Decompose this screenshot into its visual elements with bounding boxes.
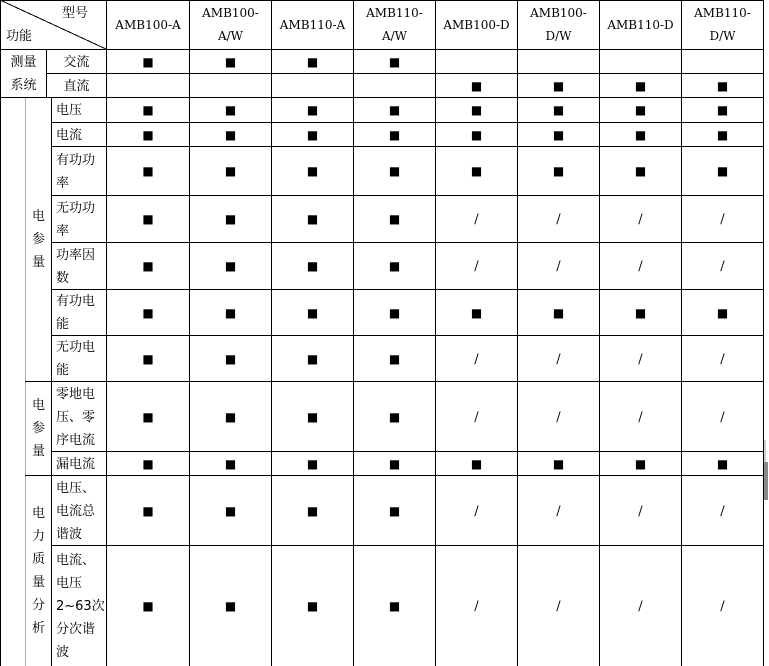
supported-mark: ■ (716, 456, 729, 471)
model-header: AMB110-A/W (366, 6, 423, 43)
not-supported-mark: / (720, 212, 725, 227)
supported-mark: ■ (470, 127, 483, 142)
supported-mark: ■ (224, 127, 237, 142)
not-supported-mark: / (638, 259, 643, 274)
supported-mark: ■ (470, 164, 483, 178)
row-label: 电压 (56, 103, 83, 118)
supported-mark: ■ (306, 259, 319, 273)
supported-mark: ■ (306, 54, 319, 69)
row-label: 无功功 率 (56, 200, 96, 239)
supported-mark: ■ (388, 351, 401, 366)
model-header: AMB100-D (443, 17, 510, 32)
supported-mark: ■ (142, 103, 154, 117)
supported-mark: ■ (634, 78, 647, 93)
supported-mark: ■ (142, 164, 154, 178)
supported-mark: ■ (634, 456, 647, 471)
row-label: 零地电 压、零 序电流 (56, 386, 96, 448)
empty-cell (518, 50, 599, 74)
supported-mark: ■ (224, 409, 237, 424)
not-supported-mark: / (638, 351, 643, 367)
supported-mark: ■ (142, 259, 154, 273)
supported-mark: ■ (388, 259, 401, 273)
group-elec-param-2: 电 参 量 (31, 398, 45, 459)
row-label: 无功电 能 (56, 340, 96, 378)
group-measure-system: 测量 系统 (10, 54, 37, 93)
supported-mark: ■ (388, 54, 401, 69)
supported-mark: ■ (634, 164, 647, 178)
supported-mark: ■ (716, 103, 729, 117)
not-supported-mark: / (474, 598, 479, 614)
empty-cell (600, 50, 681, 74)
not-supported-mark: / (474, 212, 479, 227)
model-header: AMB110-D/W (694, 6, 751, 43)
supported-mark: ■ (552, 164, 565, 178)
row-label: 电流 (56, 127, 83, 143)
not-supported-mark: / (638, 503, 643, 519)
row-label: 交流 (63, 54, 90, 70)
not-supported-mark: / (556, 598, 561, 614)
supported-mark: ■ (716, 164, 729, 178)
supported-mark: ■ (716, 78, 729, 93)
supported-mark: ■ (388, 456, 401, 471)
empty-cell (272, 74, 353, 98)
not-supported-mark: / (556, 212, 561, 227)
supported-mark: ■ (306, 212, 319, 226)
supported-mark: ■ (552, 127, 565, 142)
supported-mark: ■ (470, 305, 483, 320)
supported-mark: ■ (142, 503, 154, 518)
not-supported-mark: / (638, 409, 643, 425)
not-supported-mark: / (720, 409, 725, 425)
supported-mark: ■ (306, 456, 319, 471)
supported-mark: ■ (470, 78, 483, 93)
supported-mark: ■ (142, 456, 154, 471)
model-header: AMB110-D (607, 17, 674, 32)
not-supported-mark: / (556, 351, 561, 367)
model-corner-label: 型号 (62, 5, 89, 21)
supported-mark: ■ (634, 305, 647, 320)
supported-mark: ■ (716, 127, 729, 142)
row-label: 有功电 能 (56, 294, 96, 332)
supported-mark: ■ (470, 456, 483, 471)
not-supported-mark: / (474, 503, 479, 519)
function-corner-label: 功能 (6, 28, 33, 44)
not-supported-mark: / (474, 259, 479, 274)
supported-mark: ■ (552, 103, 565, 117)
supported-mark: ■ (306, 598, 319, 613)
supported-mark: ■ (224, 351, 237, 366)
not-supported-mark: / (556, 259, 561, 274)
supported-mark: ■ (224, 259, 237, 273)
supported-mark: ■ (388, 103, 401, 117)
supported-mark: ■ (224, 212, 237, 226)
supported-mark: ■ (224, 54, 237, 69)
supported-mark: ■ (224, 103, 237, 117)
supported-mark: ■ (552, 305, 565, 320)
supported-mark: ■ (142, 305, 154, 320)
supported-mark: ■ (388, 127, 401, 142)
model-header: AMB100-D/W (530, 6, 587, 43)
row-label: 功率因 数 (56, 247, 96, 286)
supported-mark: ■ (388, 164, 401, 178)
not-supported-mark: / (720, 259, 725, 274)
not-supported-mark: / (474, 409, 479, 425)
row-label: 有功功 率 (56, 152, 96, 191)
model-header: AMB100-A/W (202, 6, 259, 43)
not-supported-mark: / (556, 409, 561, 425)
supported-mark: ■ (306, 503, 319, 518)
supported-mark: ■ (552, 78, 565, 93)
supported-mark: ■ (224, 164, 237, 178)
supported-mark: ■ (142, 212, 154, 226)
supported-mark: ■ (716, 305, 729, 320)
supported-mark: ■ (634, 127, 647, 142)
supported-mark: ■ (142, 54, 154, 69)
supported-mark: ■ (142, 409, 154, 424)
group-elec-param-1: 电 参 量 (31, 209, 45, 270)
supported-mark: ■ (224, 503, 237, 518)
not-supported-mark: / (720, 351, 725, 367)
empty-cell (354, 74, 435, 98)
supported-mark: ■ (224, 456, 237, 471)
not-supported-mark: / (474, 351, 479, 367)
not-supported-mark: / (556, 503, 561, 519)
group-power-quality: 电 力 质 量 分 析 (31, 506, 45, 636)
supported-mark: ■ (388, 305, 401, 320)
supported-mark: ■ (142, 351, 154, 366)
scroll-edge-marker (764, 462, 768, 500)
empty-cell (107, 74, 189, 98)
empty-cell (436, 50, 517, 74)
supported-mark: ■ (224, 305, 237, 320)
row-label: 直流 (63, 78, 90, 94)
row-label: 电压、 电流总 谐波 (56, 480, 96, 542)
supported-mark: ■ (306, 305, 319, 320)
supported-mark: ■ (142, 127, 154, 142)
supported-mark: ■ (224, 598, 237, 613)
supported-mark: ■ (142, 598, 154, 613)
supported-mark: ■ (306, 127, 319, 142)
supported-mark: ■ (388, 212, 401, 226)
supported-mark: ■ (470, 103, 483, 117)
supported-mark: ■ (552, 456, 565, 471)
empty-cell (682, 50, 763, 74)
model-header: AMB100-A (115, 17, 181, 32)
supported-mark: ■ (634, 103, 647, 117)
supported-mark: ■ (306, 164, 319, 178)
supported-mark: ■ (306, 103, 319, 117)
not-supported-mark: / (638, 598, 643, 614)
supported-mark: ■ (388, 503, 401, 518)
supported-mark: ■ (388, 598, 401, 613)
supported-mark: ■ (306, 351, 319, 366)
not-supported-mark: / (638, 212, 643, 227)
row-label: 漏电流 (56, 456, 96, 472)
supported-mark: ■ (388, 409, 401, 424)
supported-mark: ■ (306, 409, 319, 424)
row-label: 电流、 电压 2~63次 分次谐 波 (56, 552, 105, 660)
not-supported-mark: / (720, 598, 725, 614)
edge-artifact (764, 440, 766, 462)
model-header: AMB110-A (279, 17, 346, 32)
not-supported-mark: / (720, 503, 725, 519)
empty-cell (190, 74, 271, 98)
